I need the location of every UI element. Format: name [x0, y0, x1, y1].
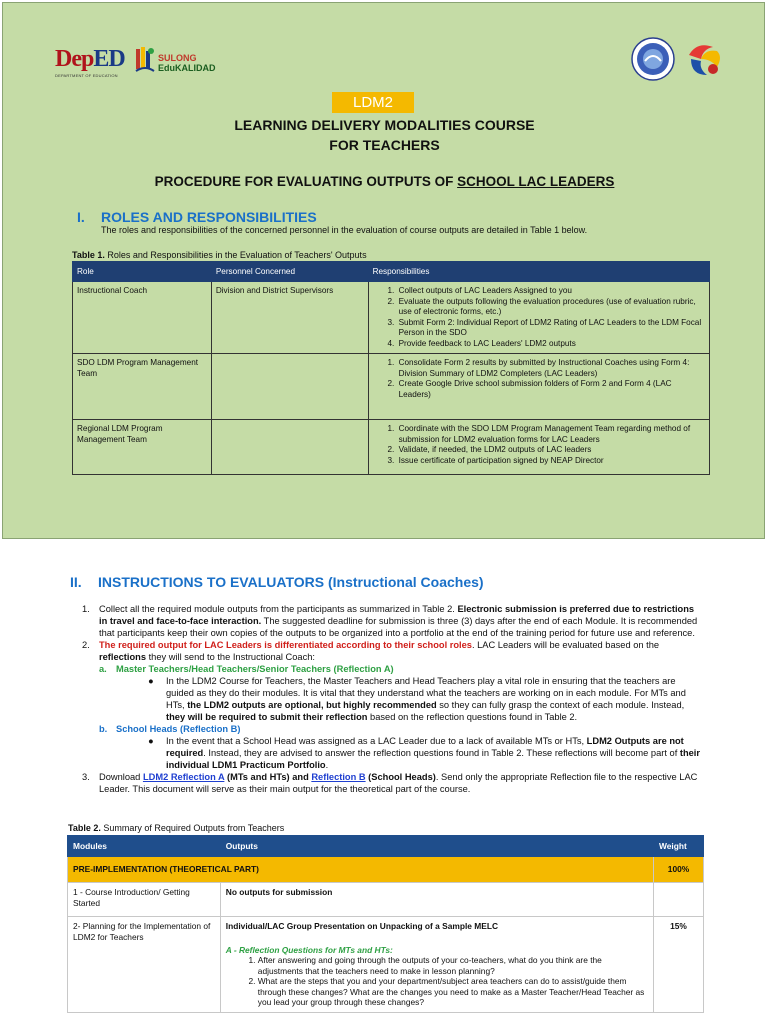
outputs-table-header [68, 836, 704, 857]
personnel-cell [211, 354, 368, 420]
bullet-reflection-b: ● In the event that a School Head was assigned as a LAC Leader due to a lack of available MTs or HTs, LDM2 Outputs are not required. Instead, they are advised to answer the reflection questions found in Table 2. These reflections will become part of their individual LDM1 Practicum Portfolio. [148, 736, 701, 770]
section1-intro: The roles and responsibilities of the concerned personnel in the evaluation of course outputs are detailed in Table 1 below. [101, 225, 588, 235]
column-header: Responsibilities [368, 262, 709, 282]
outputs-table [67, 835, 704, 1013]
instructions-list [82, 603, 702, 795]
partner-logo-icon [683, 37, 727, 81]
list-item: 1. After answering and going through the outputs of your co-teachers, what do you think are the adjustments that the teachers need to make in lesson planning? [258, 955, 648, 976]
course-title-line2: FOR TEACHERS [329, 137, 440, 153]
output-cell: No outputs for submission [220, 883, 653, 917]
list-item: 4. Provide feedback to LAC Leaders' LDM2 outputs [397, 339, 705, 350]
instruction-item-2: 2. The required output for LAC Leaders is differentiated according to their school roles. LAC Leaders will be evaluated based on the reflections they will send to the Instructional Coach: [82, 640, 660, 662]
phase-cell: PRE-IMPLEMENTATION (THEORETICAL PART) [68, 857, 654, 883]
personnel-cell [211, 420, 368, 475]
sub-item-reflection-b: b. School Heads (Reflection B) [99, 724, 241, 734]
output-cell: Individual/LAC Group Presentation on Unpacking of a Sample MELC A - Reflection Questions for MTs and HTs: 1. After answering and going through the outputs of your co-teachers, what do you think are the adjustments that the teachers need to make in lesson planning? 2. What are the steps that you and your department/subject area teachers can do to assist/guide them through these changes? What are the changes you need to make as a Master Teacher/Head Teacher as you lead your group through these changes? [220, 917, 653, 1013]
responsibilities-cell [368, 354, 709, 420]
list-item: 3. Submit Form 2: Individual Report of LDM2 Rating of LAC Leaders to the LDM Focal Person in the SDO [397, 318, 705, 339]
role-cell: Instructional Coach [73, 282, 212, 354]
procedure-title: PROCEDURE FOR EVALUATING OUTPUTS OF SCHOOL LAC LEADERS [154, 174, 615, 189]
responsibilities-cell [368, 282, 709, 354]
roles-table-header [73, 262, 710, 282]
list-item: 1. Consolidate Form 2 results by submitted by Instructional Coaches using Form 4: Division Summary of LDM2 Completers (LAC Leaders) [397, 358, 705, 379]
personnel-cell: Division and District Supervisors [211, 282, 368, 354]
bullet-reflection-a: ● In the LDM2 Course for Teachers, the Master Teachers and Head Teachers play a vital role in ensuring that the teachers are guided as they do their modules. It is vital that they understand what the teachers are working on in each module. For MTs and HTs, the LDM2 outputs are optional, but highly recommended so they can fully grasp the context of each module. Instead, they will be required to submit their reflection based on the reflection questions found in Table 2. [148, 676, 686, 722]
table1-caption: Table 1. Roles and Responsibilities in the Evaluation of Teachers' Outputs [72, 250, 367, 260]
list-item: 2. Create Google Drive school submission folders of Form 2 and Form 4 (LAC Leaders) [397, 379, 705, 400]
column-header: Outputs [220, 836, 653, 857]
table-row [68, 917, 704, 1013]
table-row [68, 883, 704, 917]
course-title-line1: LEARNING DELIVERY MODALITIES COURSE [234, 117, 535, 133]
roles-table [72, 261, 710, 475]
reflection-a-link[interactable]: LDM2 Reflection A [142, 772, 225, 782]
weight-cell: 15% [654, 917, 704, 1013]
neap-seal-icon [631, 37, 675, 81]
instruction-item-1: 1. Collect all the required module outputs from the participants as summarized in Table 2. Electronic submission is preferred due to restrictions in travel and face-to-face interaction. The suggested deadline for submission is three (3) days after the end of each Module. It is recommended that participants keep their own copies of the outputs to be organized into a portfolio at the end of the training period for future use and reference. [82, 604, 698, 638]
role-cell: SDO LDM Program Management Team [73, 354, 212, 420]
sulong-edukalidad-logo: SULONG EduKALIDAD [134, 45, 224, 79]
list-item: 1. Collect outputs of LAC Leaders Assigned to you [397, 286, 705, 297]
list-item: 1. Coordinate with the SDO LDM Program Management Team regarding method of submission for LDM2 evaluation forms for LAC Leaders [397, 424, 705, 445]
list-item: 3. Issue certificate of participation signed by NEAP Director [397, 456, 705, 467]
reflection-b-link[interactable]: Reflection B [311, 772, 366, 782]
table-row [73, 282, 710, 354]
section2-heading: II. INSTRUCTIONS TO EVALUATORS (Instructional Coaches) [70, 574, 484, 590]
ldm2-badge: LDM2 [332, 92, 414, 113]
deped-logo: DepED DEPARTMENT OF EDUCATION [55, 46, 125, 78]
list-item: 2. Evaluate the outputs following the evaluation procedures (use of evaluation rubric, use of electronic forms, etc.) [397, 297, 705, 318]
reflection-title: A - Reflection Questions for MTs and HTs: [225, 944, 393, 955]
header-panel [2, 2, 765, 539]
role-cell: Regional LDM Program Management Team [73, 420, 212, 475]
section1-heading: I. ROLES AND RESPONSIBILITIES [77, 209, 317, 225]
instruction-item-3: 3. Download LDM2 Reflection A (MTs and HTs) and Reflection B (School Heads). Send only the appropriate Reflection file to the respective LAC Leader. This document will serve as their main output for the theoretical part of the course. [82, 772, 698, 794]
list-item: 2. What are the steps that you and your department/subject area teachers can do to assist/guide them through these changes? What are the changes you need to make as a Master Teacher/Head Teacher as you lead your group through these changes? [258, 976, 648, 1008]
table-row [68, 857, 704, 883]
sulong-mark-icon [134, 45, 156, 75]
table-row [73, 354, 710, 420]
weight-cell [654, 883, 704, 917]
column-header: Weight [654, 836, 704, 857]
weight-cell: 100% [654, 857, 704, 883]
module-cell: 2- Planning for the Implementation of LDM2 for Teachers [68, 917, 221, 1013]
column-header: Role [73, 262, 212, 282]
module-cell: 1 - Course Introduction/ Getting Started [68, 883, 221, 917]
column-header: Modules [68, 836, 221, 857]
list-item: 2. Validate, if needed, the LDM2 outputs of LAC leaders [397, 445, 705, 456]
table2-caption: Table 2. Summary of Required Outputs from Teachers [68, 823, 285, 833]
column-header: Personnel Concerned [211, 262, 368, 282]
sub-item-reflection-a: a. Master Teachers/Head Teachers/Senior Teachers (Reflection A) [99, 664, 394, 674]
table-row [73, 420, 710, 475]
responsibilities-cell [368, 420, 709, 475]
